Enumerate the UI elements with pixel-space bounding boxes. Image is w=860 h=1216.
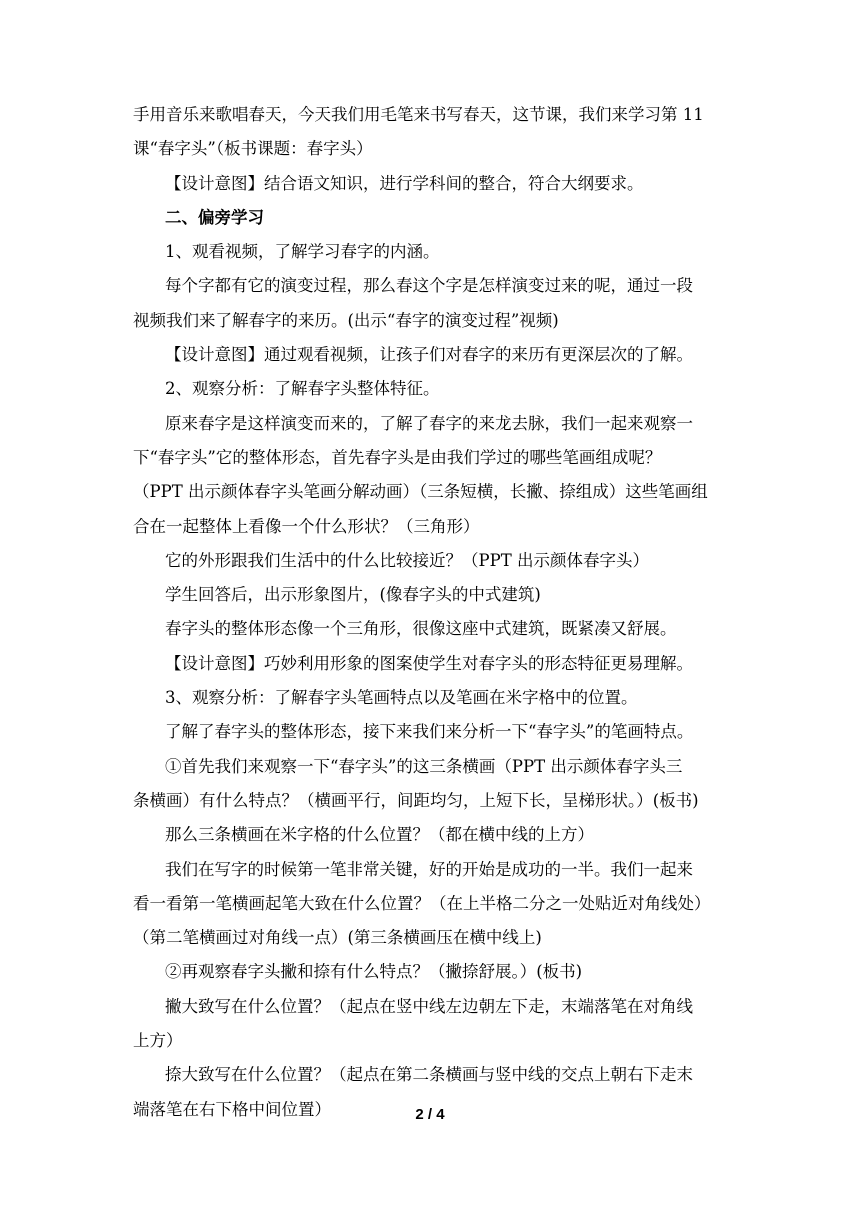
- text-line: （PPT 出示颜体春字头笔画分解动画）（三条短横，长撇、捺组成）这些笔画组: [133, 482, 708, 502]
- text-line: 下“春字头”它的整体形态，首先春字头是由我们学过的哪些笔画组成呢？: [133, 447, 662, 467]
- text-line: 视频我们来了解春字的来历。(出示“春字的演变过程”视频): [133, 310, 559, 330]
- page-number: 2 / 4: [415, 1106, 445, 1123]
- text-line: 手用音乐来歌唱春天，今天我们用毛笔来书写春天，这节课，我们来学习第 11: [133, 105, 704, 124]
- text-line: 那么三条横画在米字格的什么位置？（都在横中线的上方）: [165, 825, 594, 845]
- text-line: 合在一起整体上看像一个什么形状？（三角形）: [133, 516, 480, 536]
- document-body: [133, 98, 733, 1127]
- text-line: 每个字都有它的演变过程，那么春这个字是怎样演变过来的呢，通过一段: [165, 276, 693, 296]
- text-line: 原来春字是这样演变而来的，了解了春字的来龙去脉，我们一起来观察一: [165, 413, 693, 433]
- text-line: 我们在写字的时候第一笔非常关键，好的开始是成功的一半。我们一起来: [165, 859, 693, 879]
- text-line: 【设计意图】结合语文知识，进行学科间的整合，符合大纲要求。: [165, 173, 644, 193]
- text-line: 3、观察分析：了解春字头笔画特点以及笔画在米字格中的位置。: [165, 688, 638, 708]
- text-line: 【设计意图】通过观看视频，让孩子们对春字的来历有更深层次的了解。: [165, 345, 693, 365]
- text-line: 端落笔在右下格中间位置）: [133, 1099, 331, 1119]
- text-line: 课“春字头”（板书课题：春字头）: [133, 139, 373, 159]
- text-line: 了解了春字头的整体形态，接下来我们来分析一下“春字头”的笔画特点。: [165, 722, 694, 742]
- text-line: 【设计意图】巧妙利用形象的图案使学生对春字头的形态特征更易理解。: [165, 653, 693, 673]
- text-line: 看一看第一笔横画起笔大致在什么位置？（在上半格二分之一处贴近对角线处）: [133, 893, 711, 913]
- text-line: 学生回答后，出示形象图片，(像春字头的中式建筑): [165, 585, 541, 605]
- text-line: 2、观察分析：了解春字头整体特征。: [165, 379, 440, 399]
- text-line: 上方）: [133, 1031, 183, 1051]
- text-line: ①首先我们来观察一下“春字头”的这三条横画（PPT 出示颜体春字头三: [165, 756, 683, 776]
- text-line: 捺大致写在什么位置？（起点在第二条横画与竖中线的交点上朝右下走末: [165, 1065, 693, 1085]
- section-heading: 二、偏旁学习: [165, 207, 264, 227]
- text-line: 撇大致写在什么位置？（起点在竖中线左边朝左下走，末端落笔在对角线: [165, 996, 693, 1016]
- text-line: 它的外形跟我们生活中的什么比较接近？（PPT 出示颜体春字头）: [165, 550, 649, 570]
- text-line: （第二笔横画过对角线一点）(第三条横画压在横中线上): [133, 928, 542, 948]
- text-line: 条横画）有什么特点？（横画平行，间距均匀，上短下长，呈梯形状。）(板书): [133, 790, 699, 810]
- text-line: ②再观察春字头撇和捺有什么特点？（撇捺舒展。）(板书): [165, 962, 583, 982]
- text-line: 春字头的整体形态像一个三角形，很像这座中式建筑，既紧凑又舒展。: [165, 619, 677, 639]
- text-line: 1、观看视频，了解学习春字的内涵。: [165, 242, 440, 262]
